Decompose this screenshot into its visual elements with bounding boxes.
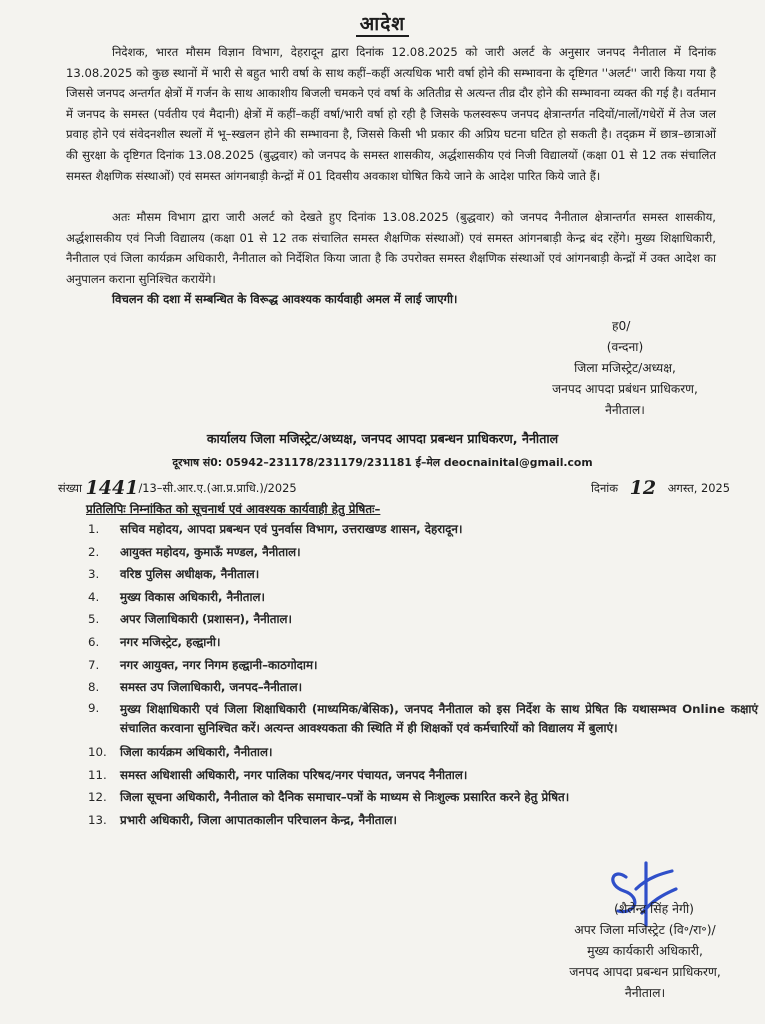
- recipient-number: 12.: [88, 790, 107, 805]
- copy-to-heading: प्रतिलिपिः निम्नांकित को सूचनार्थ एवं आवश्यक कार्यवाही हेतु प्रेषितः–: [86, 502, 381, 516]
- recipient-item: [86, 608, 746, 631]
- recipient-number: 10.: [88, 745, 107, 760]
- letter-date: दिनांक 12 अगस्त, 2025: [590, 477, 730, 499]
- recipient-item: [86, 541, 746, 564]
- contact-line: दूरभाष सं0: 05942–231178/231179/231181 ई–मेल deocnainital@gmail.com: [172, 456, 593, 469]
- recipient-number: 7.: [88, 657, 100, 672]
- signatory-name: (वन्दना): [606, 340, 644, 354]
- signatory-designation: जिला मजिस्ट्रेट/अध्यक्ष,: [574, 361, 676, 375]
- signatory2-org: जनपद आपदा प्रबन्धन प्राधिकरण,: [569, 964, 721, 979]
- recipient-number: 5.: [88, 612, 100, 627]
- recipient-text: नगर मजिस्ट्रेट, हल्द्वानी।: [120, 634, 221, 649]
- recipient-item: [86, 764, 746, 787]
- reference-line: [58, 477, 738, 499]
- recipient-item: [86, 518, 746, 541]
- recipient-text: वरिष्ठ पुलिस अधीक्षक, नैनीताल।: [120, 567, 260, 582]
- order-paragraph-2: अतः मौसम विभाग द्वारा जारी अलर्ट को देखते हुए दिनांक 13.08.2025 (बुद्धवार) को जनपद नैनीताल क्षेत्रान्तर्गत समस्त शासकीय, अर्द्धशासकीय एवं निजी विद्यालय (कक्षा 01 से 12 तक संचालित समस्त शैक्षणिक संस्थाओं) एवं समस्त आंगनबाड़ी केन्द्र बंद रहेंगे। मुख्य शिक्षाधिकारी, नैनीताल एवं जिला कार्यक्रम अधिकारी, नैनीताल को निर्देशित किया जाता है कि उपरोक्त समस्त शैक्षणिक संस्थाओं एवं आंगनबाड़ी केन्द्रों में उक्त आदेश का अनुपालन कराना सुनिश्चित करायेंगे।: [66, 210, 716, 286]
- recipient-number: 4.: [88, 589, 100, 604]
- recipient-text: सचिव महोदय, आपदा प्रबन्धन एवं पुनर्वास विभाग, उत्तराखण्ड शासन, देहरादून।: [120, 522, 463, 536]
- recipient-text: जिला कार्यक्रम अधिकारी, नैनीताल।: [120, 745, 273, 760]
- recipient-text: प्रभारी अधिकारी, जिला आपातकालीन परिचालन केन्द्र, नैनीताल।: [120, 812, 398, 827]
- signatory-block-adm: [530, 898, 760, 1003]
- recipient-number: 2.: [88, 544, 100, 559]
- signatory2-name: (शैलेन्द्र सिंह नेगी): [613, 901, 694, 916]
- recipient-number: 9.: [88, 700, 100, 715]
- recipient-text: नगर आयुक्त, नगर निगम हल्द्वानी–काठगोदाम।: [120, 657, 318, 672]
- recipient-text: समस्त अधिशासी अधिकारी, नगर पालिका परिषद/नगर पंचायत, जनपद नैनीताल।: [120, 767, 468, 782]
- recipient-text: जिला सूचना अधिकारी, नैनीताल को दैनिक समाचार–पत्रों के माध्यम से निःशुल्क प्रसारित करने हेतु प्रेषित।: [120, 790, 570, 805]
- recipient-text: समस्त उप जिलाधिकारी, जनपद–नैनीताल।: [120, 680, 303, 695]
- signatory-block-dm: [500, 316, 750, 421]
- recipient-item: [86, 741, 746, 764]
- signatory2-designation: अपर जिला मजिस्ट्रेट (वि॰/रा॰)/: [574, 922, 716, 937]
- recipient-number: 1.: [88, 522, 100, 536]
- signed-mark: ह0/: [612, 319, 631, 333]
- recipient-text: मुख्य शिक्षाधिकारी एवं जिला शिक्षाधिकारी (माध्यमिक/बेसिक), जनपद नैनीताल को इस निर्देश के साथ प्रेषित कि यथासम्भव Online कक्षाएं संचालित करवाना सुनिश्चित करें। अत्यन्त आवश्यकता की स्थिति में ही शिक्षकों एवं कर्मचारियों को विद्यालय में बुलाएं।: [120, 701, 758, 735]
- letter-day: 12: [629, 477, 657, 499]
- recipient-number: 11.: [88, 767, 107, 782]
- recipient-text: मुख्य विकास अधिकारी, नैनीताल।: [120, 589, 266, 604]
- order-title: आदेश: [0, 10, 765, 36]
- order-paragraph-3: विचलन की दशा में सम्बन्धित के विरूद्ध आवश्यक कार्यवाही अमल में लाई जाएगी।: [112, 292, 458, 306]
- reference-number: संख्या 1441/13–सी.आर.ए.(आ.प्र.प्राधि.)/2025: [58, 477, 297, 499]
- recipient-item: [86, 631, 746, 654]
- recipient-number: 13.: [88, 812, 107, 827]
- recipient-number: 8.: [88, 680, 100, 695]
- letter-number: 1441: [85, 477, 139, 499]
- order-paragraph-1: निदेशक, भारत मौसम विज्ञान विभाग, देहरादून द्वारा दिनांक 12.08.2025 को जारी अलर्ट के अनुसार जनपद नैनीताल में दिनांक 13.08.2025 को कुछ स्थानों में भारी से बहुत भारी वर्षा के साथ कहीं–कहीं अत्यधिक भारी वर्षा होने की सम्भावना के दृष्टिगत ''अलर्ट'' जारी किया गया है जिससे जनपद अन्तर्गत क्षेत्रों में गर्जन के साथ आकाशीय बिजली चमकने एवं वर्षा के अतितीव्र से अत्यन्त तीव्र दौर होने की सम्भावना व्यक्त की गई है। वर्तमान में जनपद के समस्त (पर्वतीय एवं मैदानी) क्षेत्रों में कहीं–कहीं वर्षा/भारी वर्षा हो रही है जिसके फलस्वरूप जनपद क्षेत्रान्तर्गत नदियों/नालों/गधेरों में तेज जल प्रवाह होने एवं संवेदनशील स्थलों में भू–स्खलन होने की सम्भावना है, जिससे किसी भी प्रकार की अप्रिय घटना घटित हो सकती है। तद्क्रम में छात्र–छात्राओं की सुरक्षा के दृष्टिगत दिनांक 13.08.2025 (बुद्धवार) को जनपद के समस्त शासकीय, अर्द्धशासकीय एवं निजी विद्यालयों (कक्षा 01 से 12 तक संचालित समस्त शैक्षणिक संस्थाओं) एवं समस्त आंगनबाड़ी केन्द्रों में 01 दिवसीय अवकाश घोषित किये जाने के आदेश पारित किये जाते हैं।: [66, 45, 716, 183]
- letter-code: /13–सी.आर.ए.(आ.प्र.प्राधि.)/2025: [138, 481, 297, 495]
- recipient-item: [86, 586, 746, 609]
- office-heading: कार्यालय जिला मजिस्ट्रेट/अध्यक्ष, जनपद आपदा प्रबन्धन प्राधिकरण, नैनीताल: [206, 431, 559, 446]
- recipient-text: आयुक्त महोदय, कुमाऊँ मण्डल, नैनीताल।: [120, 544, 301, 559]
- recipient-item: [86, 809, 746, 832]
- recipient-item: [86, 654, 746, 677]
- recipient-text: अपर जिलाधिकारी (प्रशासन), नैनीताल।: [120, 612, 293, 627]
- recipient-item: [86, 676, 746, 699]
- signatory2-role: मुख्य कार्यकारी अधिकारी,: [587, 943, 703, 958]
- recipient-item: [86, 699, 758, 741]
- recipient-number: 6.: [88, 634, 100, 649]
- recipient-list: [86, 518, 758, 832]
- signatory2-place: नैनीताल।: [624, 985, 666, 1000]
- recipient-item: [86, 563, 746, 586]
- signatory-place: नैनीताल।: [605, 403, 645, 417]
- recipient-item: [86, 786, 746, 809]
- recipient-number: 3.: [88, 567, 100, 582]
- signatory-org: जनपद आपदा प्रबंधन प्राधिकरण,: [552, 382, 698, 396]
